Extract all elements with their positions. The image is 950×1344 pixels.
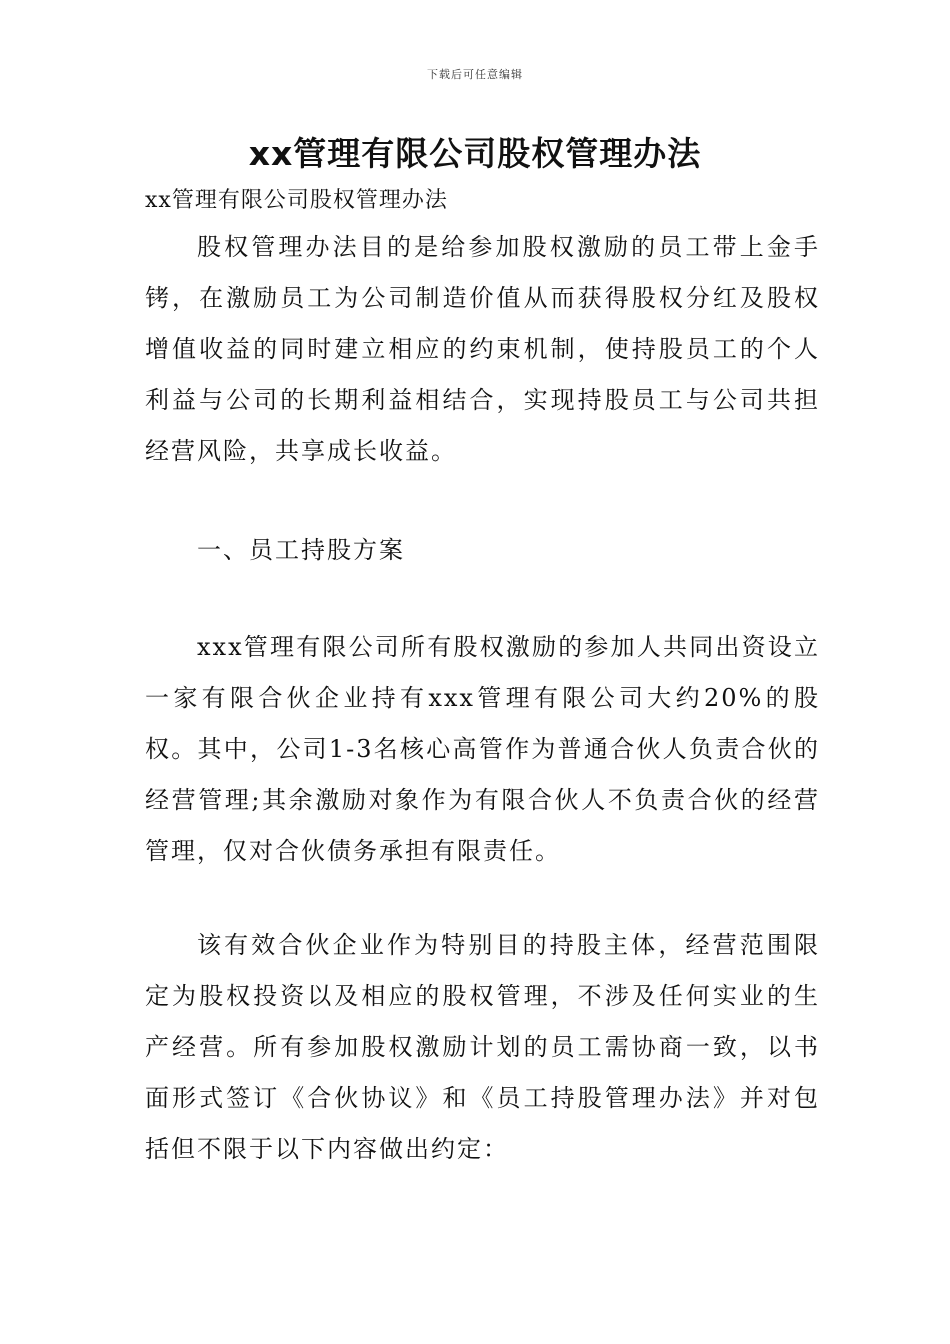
paragraph-purpose: 股权管理办法目的是给参加股权激励的员工带上金手铐，在激励员工为公司制造价值从而获得股权分红及股权增值收益的同时建立相应的约束机制，使持股员工的个人利益与公司的长期利益相结合，实现持股员工与公司共担经营风险，共享成长收益。 <box>145 233 820 465</box>
document-subtitle: xx管理有限公司股权管理办法 <box>145 188 448 213</box>
section-heading-employee-stock-plan: 一、员工持股方案 <box>197 536 405 564</box>
document-title: xx管理有限公司股权管理办法 <box>248 134 702 173</box>
paragraph-partnership-setup: xxx管理有限公司所有股权激励的参加人共同出资设立一家有限合伙企业持有xxx管理有限公司大约20%的股权。其中，公司1-3名核心高管作为普通合伙人负责合伙的经营管理;其余激励对象作为有限合伙人不负责合伙的经营管理，仅对合伙债务承担有限责任。 <box>145 633 820 865</box>
paragraph-special-purpose-entity: 该有效合伙企业作为特别目的持股主体，经营范围限定为股权投资以及相应的股权管理，不涉及任何实业的生产经营。所有参加股权激励计划的员工需协商一致，以书面形式签订《合伙协议》和《员工持股管理办法》并对包括但不限于以下内容做出约定： <box>145 931 820 1163</box>
header-note: 下载后可任意编辑 <box>427 68 523 81</box>
